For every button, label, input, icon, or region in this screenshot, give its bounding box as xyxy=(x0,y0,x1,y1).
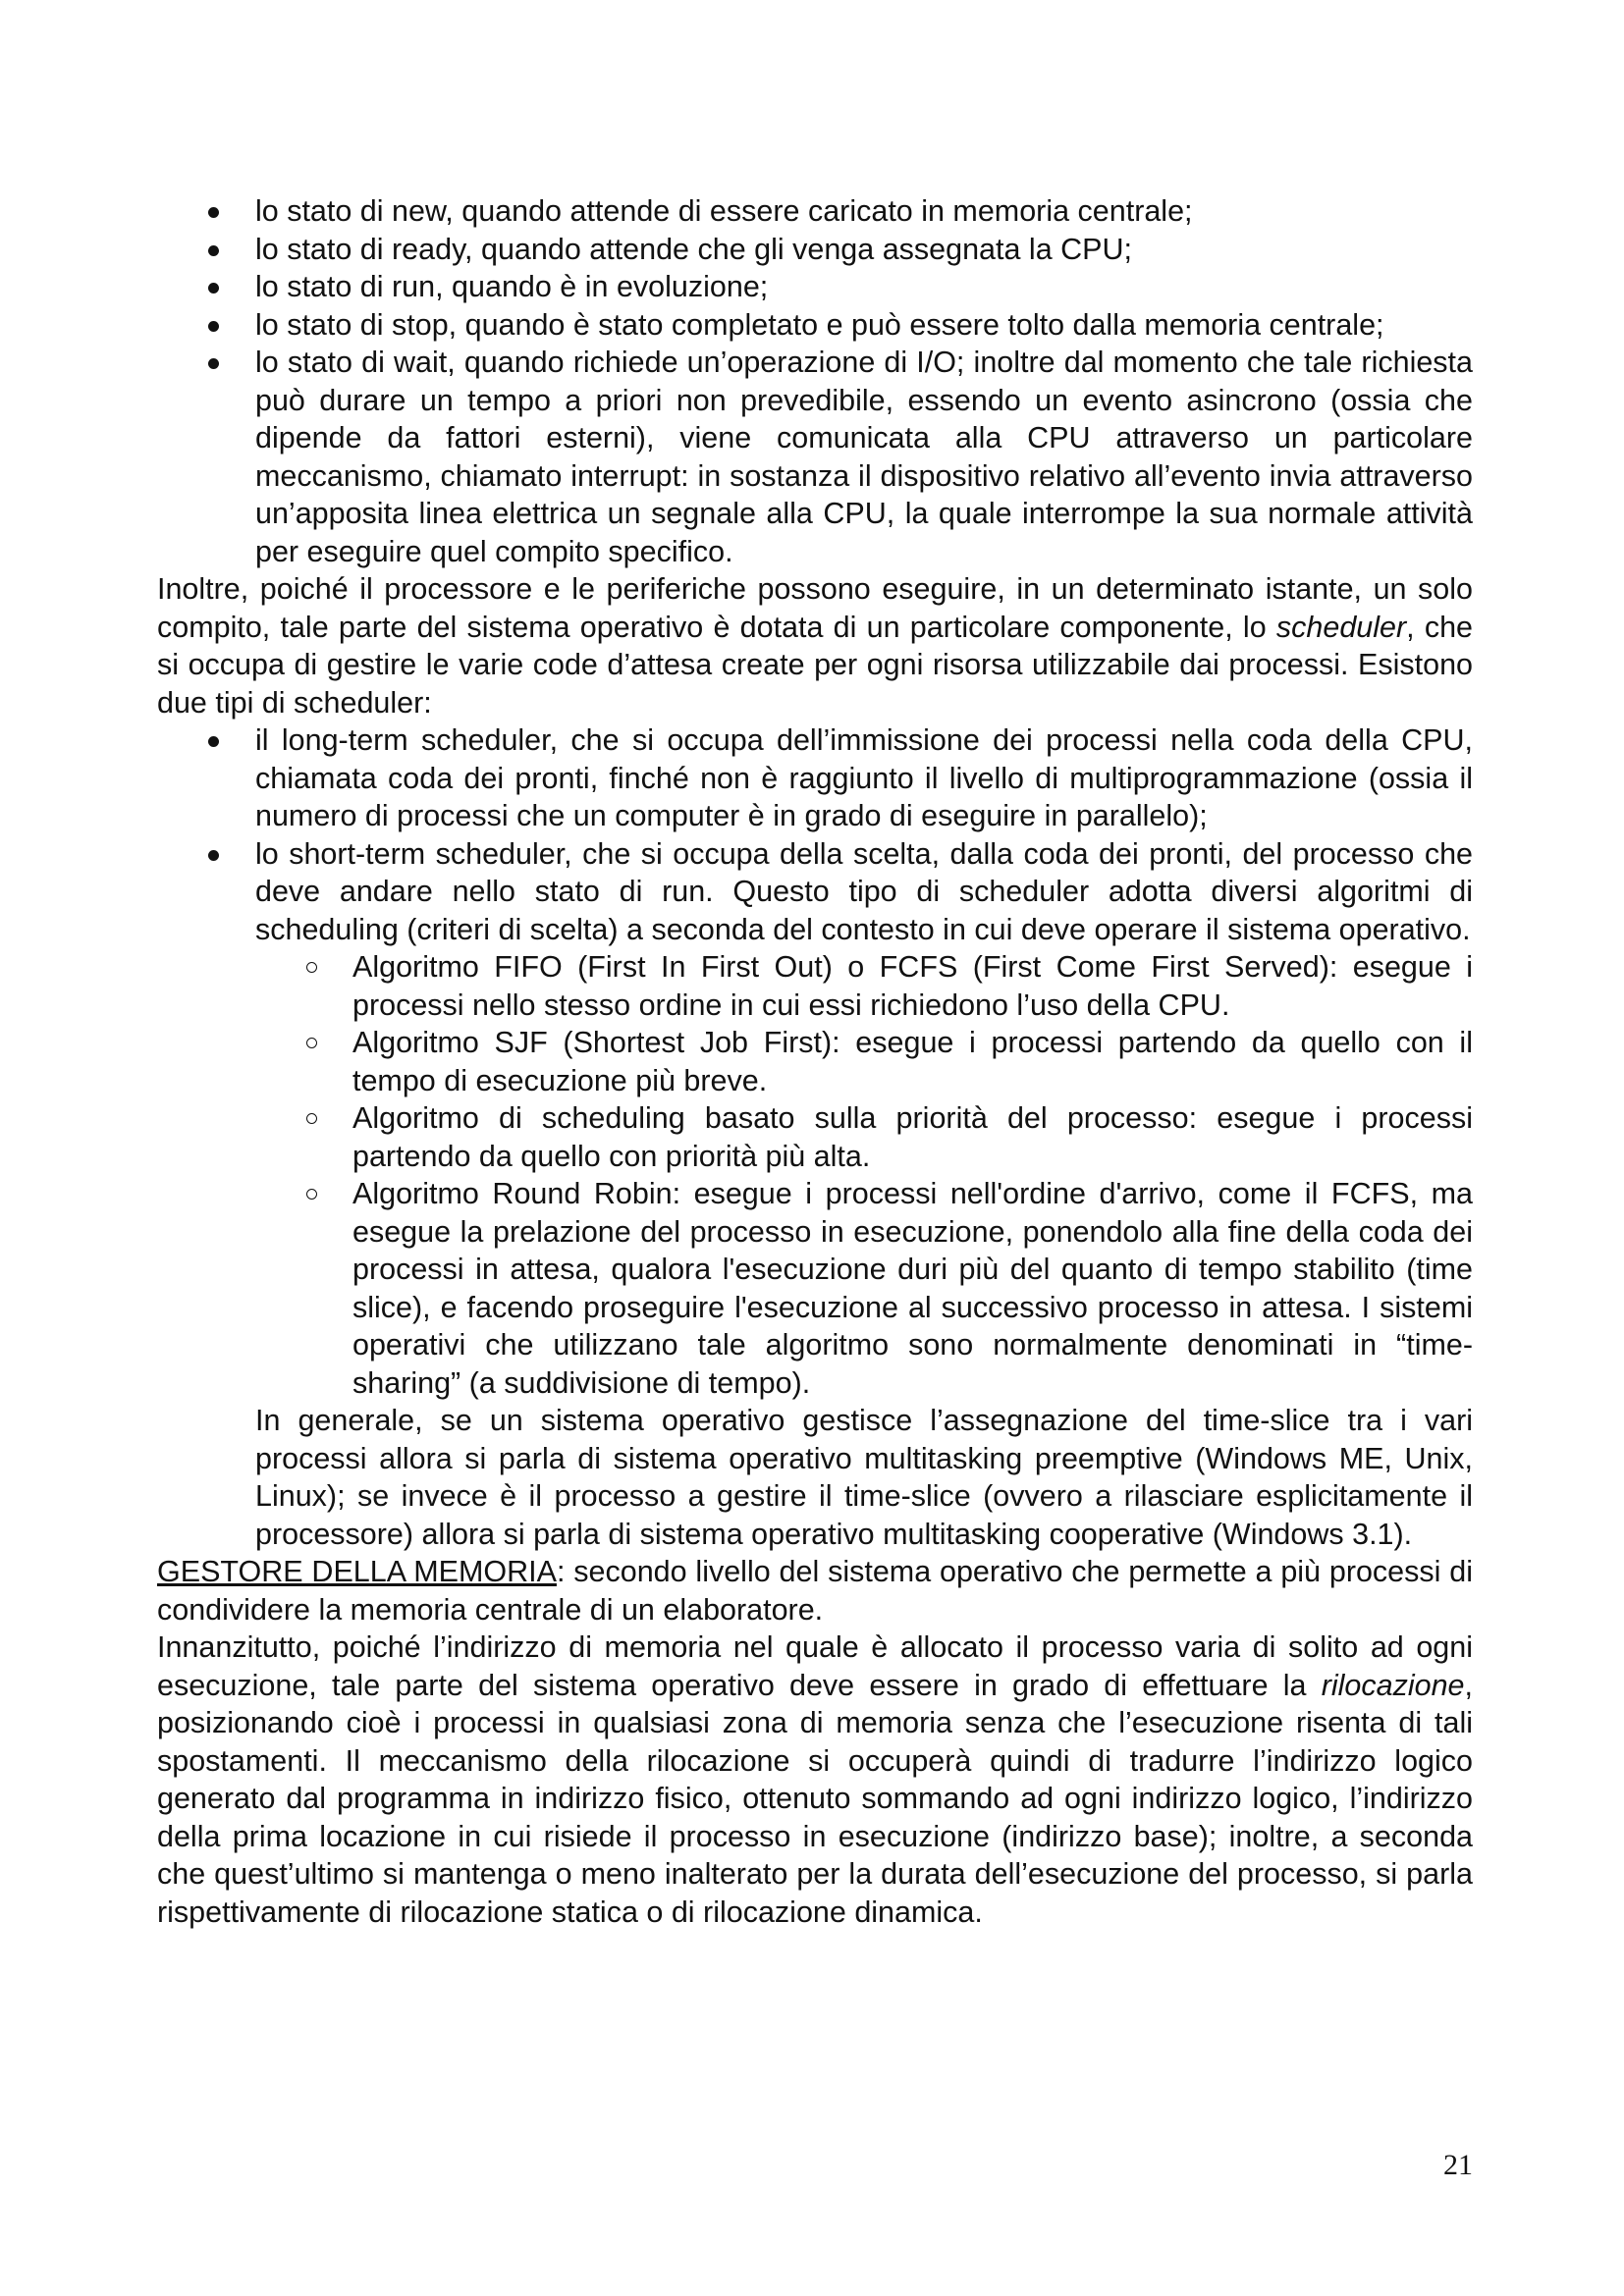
list-item: Algoritmo SJF (Shortest Job First): esegue i processi partendo da quello con il tempo di esecuzione più breve. xyxy=(157,1024,1473,1099)
relocation-paragraph xyxy=(157,1629,1473,1931)
list-item: Algoritmo Round Robin: esegue i processi nell'ordine d'arrivo, come il FCFS, ma esegue la prelazione del processo in esecuzione, ponendolo alla fine della coda dei processi in attesa, qualora l'esecuzione duri più del quanto di tempo stabilito (time slice), e facendo proseguire l'esecuzione al successivo processo in attesa. I sistemi operativi che utilizzano tale algoritmo sono normalmente denominati in “time-sharing” (a suddivisione di tempo). xyxy=(157,1175,1473,1402)
list-item: lo stato di stop, quando è stato completato e può essere tolto dalla memoria centrale; xyxy=(157,306,1473,345)
paragraph-text: : secondo livello del sistema operativo che permette a più processi di condividere la memoria centrale di un elaboratore. xyxy=(157,1555,1474,1627)
list-item: lo short-term scheduler, che si occupa della scelta, dalla coda dei pronti, del processo che deve andare nello stato di run. Questo tipo di scheduler adotta diversi algoritmi di scheduling (criteri di scelta) a seconda del contesto in cui deve operare il sistema operativo. xyxy=(157,835,1473,949)
page-number: 21 xyxy=(1443,2149,1473,2181)
section-heading: GESTORE DELLA MEMORIA xyxy=(157,1555,557,1588)
list-item: lo stato di wait, quando richiede un’operazione di I/O; inoltre dal momento che tale richiesta può durare un tempo a priori non prevedibile, essendo un evento asincrono (ossia che dipende da fattori esterni), viene comunicata alla CPU attraverso un particolare meccanismo, chiamato interrupt: in sostanza il dispositivo relativo all’evento invia attraverso un’apposita linea elettrica un segnale alla CPU, la quale interrompe la sua normale attività per eseguire quel compito specifico. xyxy=(157,344,1473,570)
paragraph-text: Inoltre, poiché il processore e le periferiche possono eseguire, in un determinato istante, un solo compito, tale parte del sistema operativo è dotata di un particolare componente, lo xyxy=(157,572,1473,644)
paragraph-text: , che si occupa di gestire le varie code d’attesa create per ogni risorsa utilizzabile dai processi. Esistono due tipi di scheduler: xyxy=(157,610,1474,720)
list-item: Algoritmo di scheduling basato sulla priorità del processo: esegue i processi partendo da quello con priorità più alta. xyxy=(157,1099,1473,1175)
page-content xyxy=(157,192,1473,1931)
paragraph-text: Innanzitutto, poiché l’indirizzo di memoria nel quale è allocato il processo varia di solito ad ogni esecuzione, tale parte del sistema operativo deve essere in grado di effettuare la xyxy=(157,1630,1473,1702)
list-item: lo stato di run, quando è in evoluzione; xyxy=(157,268,1473,306)
list-item: lo stato di ready, quando attende che gli venga assegnata la CPU; xyxy=(157,231,1473,269)
scheduler-term: scheduler xyxy=(1275,610,1407,644)
list-item: il long-term scheduler, che si occupa dell’immissione dei processi nella coda della CPU, chiamata coda dei pronti, finché non è raggiunto il livello di multiprogrammazione (ossia il numero di processi che un computer è in grado di eseguire in parallelo); xyxy=(157,721,1473,835)
list-item: lo stato di new, quando attende di essere caricato in memoria centrale; xyxy=(157,192,1473,231)
list-item: Algoritmo FIFO (First In First Out) o FCFS (First Come First Served): esegue i processi nello stesso ordine in cui essi richiedono l’uso della CPU. xyxy=(157,948,1473,1024)
relocation-term: rilocazione xyxy=(1321,1668,1465,1702)
process-states-list xyxy=(157,192,1473,570)
memory-manager-paragraph xyxy=(157,1553,1473,1629)
algorithms-list xyxy=(157,948,1473,1402)
scheduler-paragraph xyxy=(157,570,1473,721)
multitasking-paragraph: In generale, se un sistema operativo gestisce l’assegnazione del time-slice tra i vari processi allora si parla di sistema operativo multitasking preemptive (Windows ME, Unix, Linux); se invece è il processo a gestire il time-slice (ovvero a rilasciare esplicitamente il processore) allora si parla di sistema operativo multitasking cooperative (Windows 3.1). xyxy=(255,1404,1473,1551)
paragraph-text: , posizionando cioè i processi in qualsiasi zona di memoria senza che l’esecuzione risenta di tali spostamenti. Il meccanismo della rilocazione si occuperà quindi di tradurre l’indirizzo logico generato dal programma in indirizzo fisico, ottenuto sommando ad ogni indirizzo logico, l’indirizzo della prima locazione in cui risiede il processo in esecuzione (indirizzo base); inoltre, a seconda che quest’ultimo si mantenga o meno inalterato per la durata dell’esecuzione del processo, si parla rispettivamente di rilocazione statica o di rilocazione dinamica. xyxy=(157,1668,1473,1929)
scheduler-types-list xyxy=(157,721,1473,948)
